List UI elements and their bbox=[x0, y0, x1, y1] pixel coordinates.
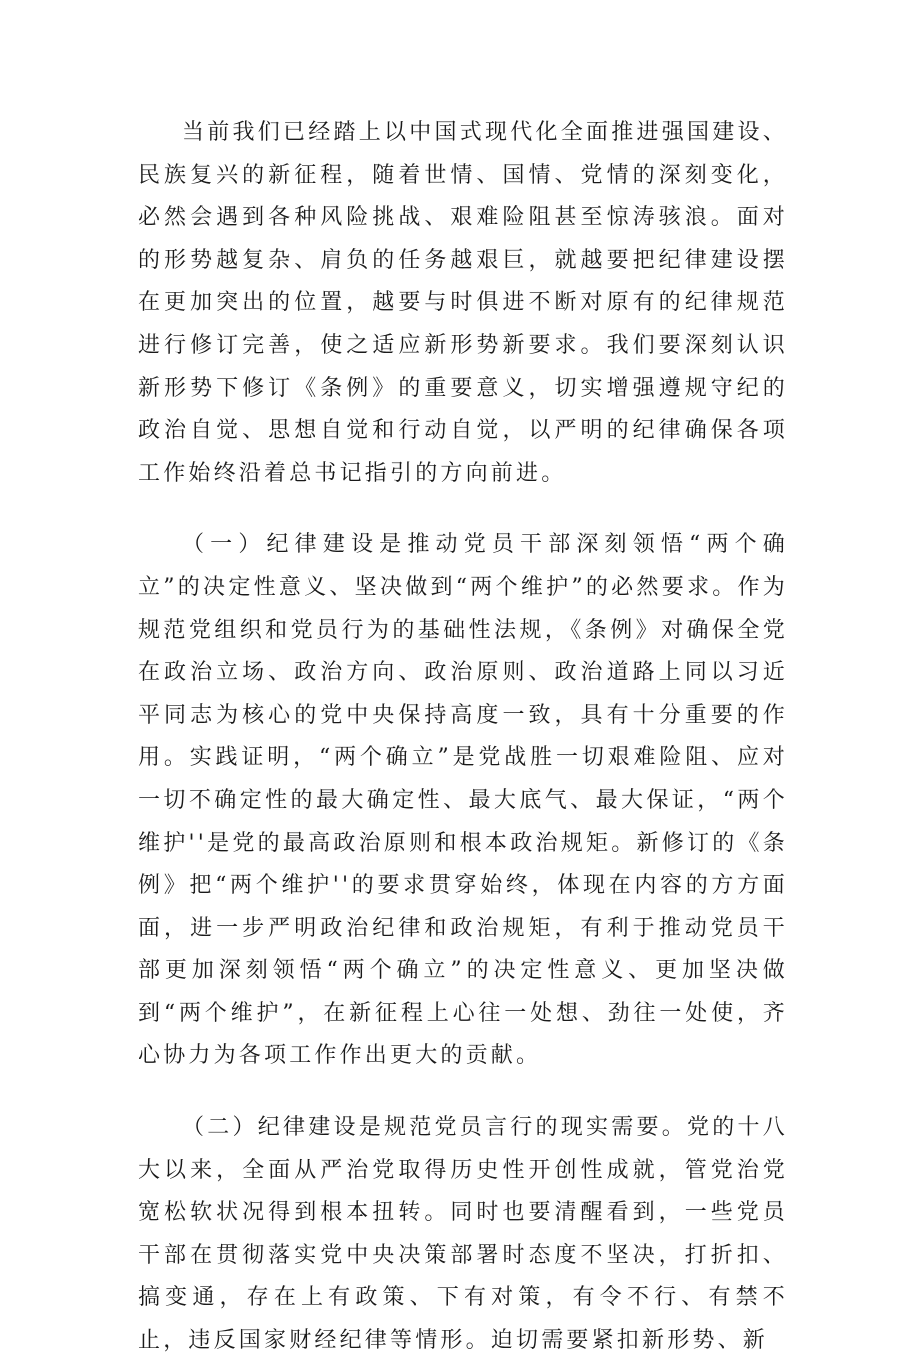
paragraph-section-two: （二）纪律建设是规范党员言行的现实需要。党的十八大以来，全面从严治党取得历史性开创性成就，管党治党宽松软状况得到根本扭转。同时也要清醒看到，一些党员干部在贯彻落实党中央决策部署时态度不坚决，打折扣、搞变通，存在上有政策、下有对策，有令不行、有禁不止，违反国家财经纪律等情形。迫切需要紧扣新形势、新 bbox=[138, 1115, 788, 1354]
paragraph-section-one: （一）纪律建设是推动党员干部深刻领悟“两个确立”的决定性意义、坚决做到“两个维护”的必然要求。作为规范党组织和党员行为的基础性法规，《条例》对确保全党在政治立场、政治方向、政治原则、政治道路上同以习近平同志为核心的党中央保持高度一致，具有十分重要的作用。实践证明，“两个确立”是党战胜一切艰难险阻、应对一切不确定性的最大确定性、最大底气、最大保证，“两个维护''是党的最高政治原则和根本政治规矩。新修订的《条例》把“两个维护''的要求贯穿始终，体现在内容的方方面面，进一步严明政治纪律和政治规矩，有利于推动党员干部更加深刻领悟“两个确立”的决定性意义、更加坚决做到“两个维护”，在新征程上心往一处想、劲往一处使，齐心协力为各项工作作出更大的贡献。 bbox=[138, 532, 788, 1069]
paragraph-intro: 当前我们已经踏上以中国式现代化全面推进强国建设、民族复兴的新征程，随着世情、国情、党情的深刻变化，必然会遇到各种风险挑战、艰难险阻甚至惊涛骇浪。面对的形势越复杂、肩负的任务越艰巨，就越要把纪律建设摆在更加突出的位置，越要与时俱进不断对原有的纪律规范进行修订完善，使之适应新形势新要求。我们要深刻认识新形势下修订《条例》的重要意义，切实增强遵规守纪的政治自觉、思想自觉和行动自觉，以严明的纪律确保各项工作始终沿着总书记指引的方向前进。 bbox=[138, 120, 788, 486]
document-body bbox=[138, 112, 788, 1363]
